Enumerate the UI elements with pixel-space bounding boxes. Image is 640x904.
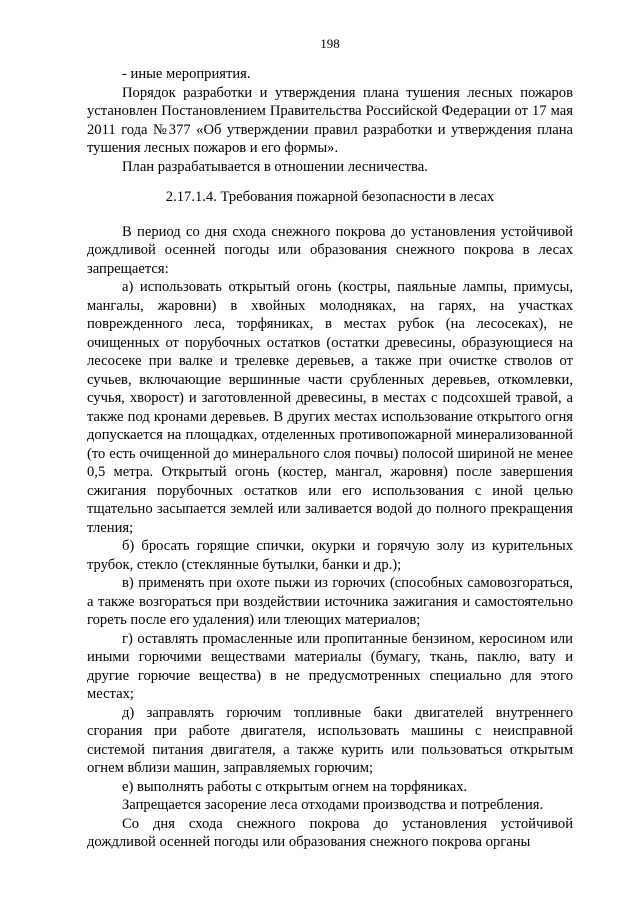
paragraph: Со дня схода снежного покрова до установления устойчивой дождливой осенней погоды или образования снежного покрова органы [87, 815, 573, 850]
paragraph: Порядок разработки и утверждения плана тушения лесных пожаров установлен Постановлением Правительства Российской Федерации от 17 мая 2011 года №377 «Об утверждении правил разработки и утверждения плана тушения лесных пожаров и его формы». [87, 84, 573, 156]
paragraph: План разрабатывается в отношении лесничества. [122, 158, 428, 175]
section-heading: 2.17.1.4. Требования пожарной безопасности в лесах [165, 189, 495, 205]
paragraph: Запрещается засорение леса отходами производства и потребления. [122, 797, 544, 813]
list-item-b: б) бросать горящие спички, окурки и горячую золу из курительных трубок, стекло (стеклянные бутылки, банки и др.); [87, 538, 573, 573]
list-item-d: д) заправлять горючим топливные баки двигателей внутреннего сгорания при работе двигателя, использовать машины с неисправной системой питания двигателя, а также курить или пользоваться открытым огнем вблизи машин, заправляемых горючим; [87, 704, 573, 776]
paragraph: В период со дня схода снежного покрова до установления устойчивой дождливой осенней погоды или образования снежного покрова в лесах запрещается: [87, 223, 573, 277]
list-item-a: а) использовать открытый огонь (костры, паяльные лампы, примусы, мангалы, жаровни) в хвойных молодняках, на гарях, на участках поврежденного леса, торфяниках, в местах рубок (на лесосеках), не очищенных от порубочных остатков (остатки древесины, образующиеся на лесосеке при валке и трелевке деревьев, а также при очистке стволов от сучьев, включающие вершинные части срубленных деревьев, откомлевки, сучья, хворост) и заготовленной древесины, в местах с подсохшей травой, а также под кронами деревьев. В других местах использование открытого огня допускается на площадках, отделенных противопожарной минерализованной (то есть очищенной до минерального слоя почвы) полосой шириной не менее 0,5 метра. Открытый огонь (костер, мангал, жаровня) после завершения сжигания порубочных остатков или его использования с иной целью тщательно засыпается землей или заливается водой до полного прекращения тления; [87, 279, 573, 536]
page-number: 198 [320, 36, 340, 51]
document-body [87, 65, 573, 852]
list-item-g: г) оставлять промасленные или пропитанные бензином, керосином или иными горючими веществами материалы (бумагу, ткань, паклю, вату и другие горючие вещества) в не предусмотренных специально для этого местах; [87, 630, 573, 702]
document-page [87, 0, 573, 904]
list-item-e: е) выполнять работы с открытым огнем на торфяниках. [122, 778, 468, 795]
paragraph: - иные мероприятия. [122, 66, 251, 82]
list-item-v: в) применять при охоте пыжи из горючих (способных самовозгораться, а также возгораться при воздействии источника зажигания и самостоятельно гореть после его удаления) или тлеющих материалов; [87, 575, 573, 628]
